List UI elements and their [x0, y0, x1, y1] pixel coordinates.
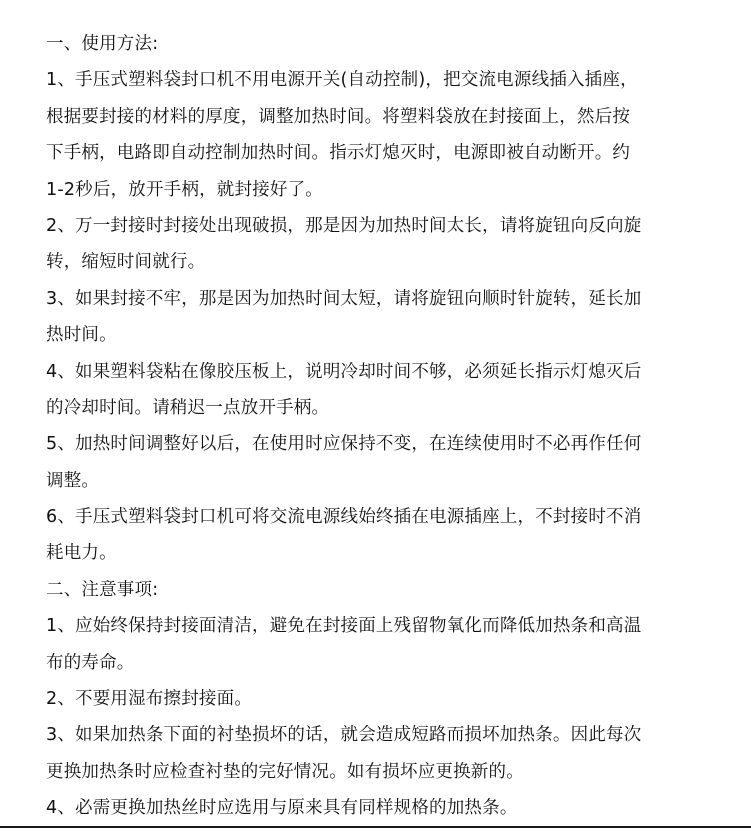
text-line: 2、不要用湿布擦封接面。 [46, 689, 253, 710]
text-line: 布的寿命。 [46, 652, 135, 673]
text-line: 6、手压式塑料袋封口机可将交流电源线始终插在电源插座上，不封接时不消 [46, 507, 642, 528]
text-line: 更换加热条时应检查衬垫的完好情况。如有损坏应更换新的。 [46, 761, 524, 782]
text-line: 4、如果塑料袋粘在像胶压板上，说明冷却时间不够，必须延长指示灯熄灭后 [46, 361, 642, 382]
text-line: 4、必需更换加热丝时应选用与原来具有同样规格的加热条。 [46, 798, 518, 819]
text-line: 2、万一封接时封接处出现破损，那是因为加热时间太长，请将旋钮向反向旋 [46, 215, 642, 236]
text-line: 5、加热时间调整好以后，在使用时应保持不变，在连续使用时不必再作任何 [46, 434, 642, 455]
instruction-document [46, 26, 726, 827]
section-heading-usage: 一、使用方法: [46, 34, 159, 54]
text-line: 下手柄，电路即自动控制加热时间。指示灯熄灭时，电源即被自动断开。约 [46, 143, 631, 164]
text-line: 耗电力。 [46, 543, 117, 564]
section-heading-notes: 二、注意事项: [46, 579, 159, 600]
text-line: 3、如果加热条下面的衬垫损坏的话，就会造成短路而损坏加热条。因此每次 [46, 725, 642, 746]
bottom-divider [0, 826, 751, 828]
text-line: 1-2秒后，放开手柄，就封接好了。 [46, 179, 323, 200]
text-line: 转，缩短时间就行。 [46, 252, 206, 273]
text-line: 根据要封接的材料的厚度，调整加热时间。将塑料袋放在封接面上，然后按 [46, 106, 631, 127]
text-line: 3、如果封接不牢，那是因为加热时间太短，请将旋钮向顺时针旋转，延长加 [46, 288, 642, 309]
text-line: 热时间。 [46, 325, 117, 346]
text-line: 1、手压式塑料袋封口机不用电源开关(自动控制)，把交流电源线插入插座， [46, 70, 638, 91]
text-line: 调整。 [46, 470, 100, 491]
text-line: 的冷却时间。请稍迟一点放开手柄。 [46, 397, 330, 418]
text-line: 1、应始终保持封接面清洁，避免在封接面上残留物氧化而降低加热条和高温 [46, 616, 642, 637]
